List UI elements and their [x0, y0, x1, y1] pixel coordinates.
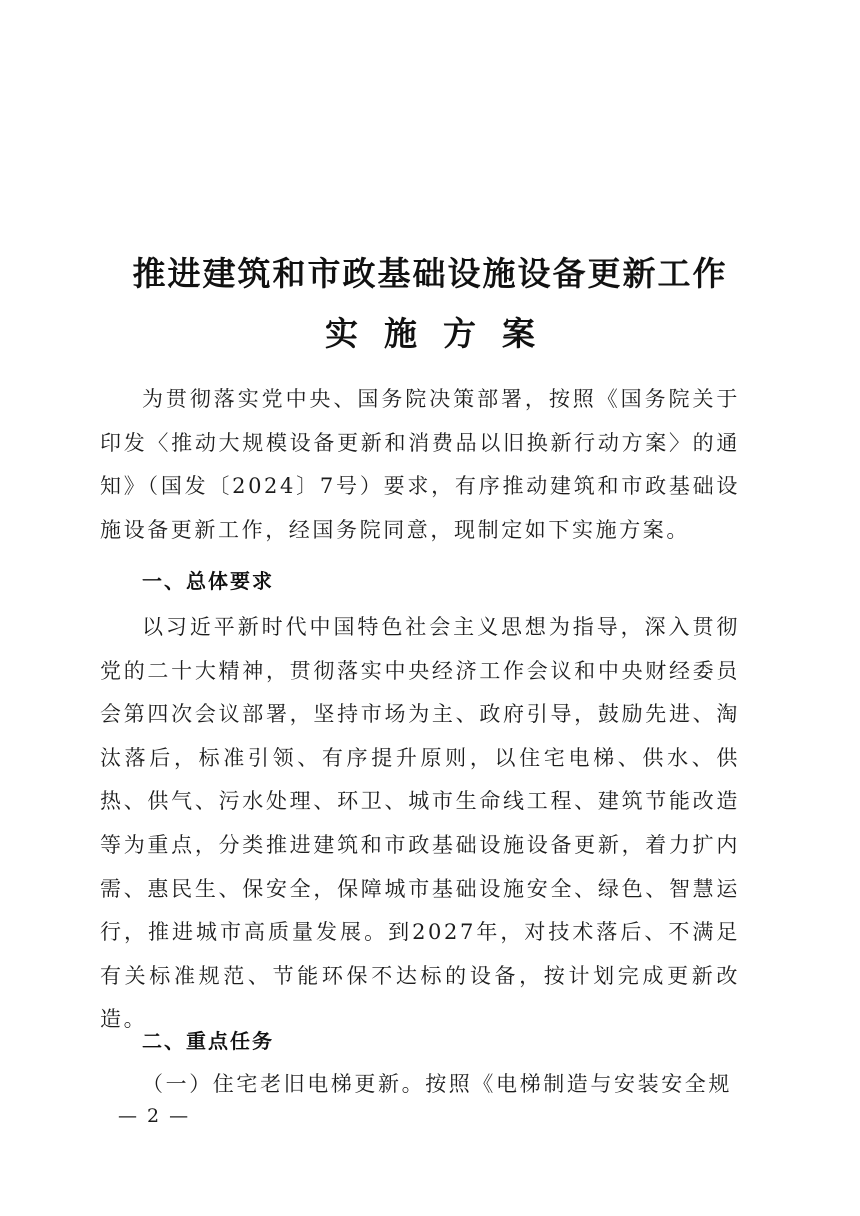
- general-requirements-paragraph: 以习近平新时代中国特色社会主义思想为指导，深入贯彻党的二十大精神，贯彻落实中央经济工作会议和中央财经委员会第四次会议部署，坚持市场为主、政府引导，鼓励先进、淘汰落后，标准引领、有序提升原则，以住宅电梯、供水、供热、供气、污水处理、环卫、城市生命线工程、建筑节能改造等为重点，分类推进建筑和市政基础设施设备更新，着力扩内需、惠民生、保安全，保障城市基础设施安全、绿色、智慧运行，推进城市高质量发展。到2027年，对技术落后、不满足有关标准规范、节能环保不达标的设备，按计划完成更新改造。: [100, 615, 740, 1032]
- document-title-line2: 实施方案: [325, 314, 561, 353]
- section-heading-general-requirements: 一、总体要求: [142, 569, 274, 593]
- page-number: — 2 —: [118, 1105, 191, 1127]
- document-title-line1: 推进建筑和市政基础设施设备更新工作: [132, 254, 728, 293]
- section-heading-key-tasks: 二、重点任务: [142, 1029, 274, 1053]
- intro-paragraph: 为贯彻落实党中央、国务院决策部署，按照《国务院关于印发〈推动大规模设备更新和消费品以旧换新行动方案〉的通知》（国发〔2024〕7号）要求，有序推动建筑和市政基础设施设备更新工作，经国务院同意，现制定如下实施方案。: [100, 387, 740, 542]
- key-tasks-paragraph: （一）住宅老旧电梯更新。按照《电梯制造与安装安全规: [142, 1072, 732, 1096]
